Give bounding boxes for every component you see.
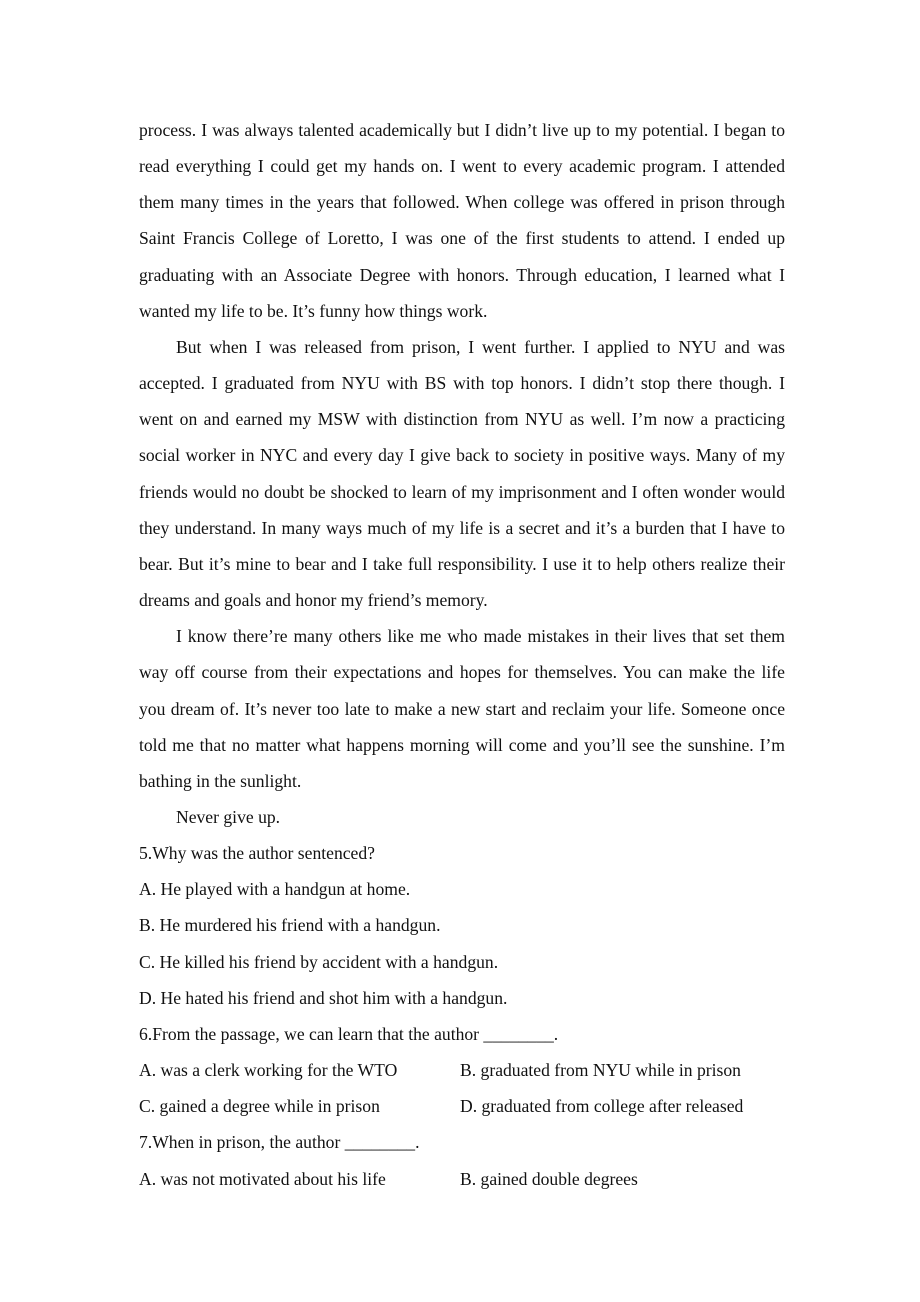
passage-paragraph-1: process. I was always talented academically but I didn’t live up to my potential. I began to read everything I could get my hands on. I went to every academic program. I attended them many times in the years that followed. When college was offered in prison through Saint Francis College of Loretto, I was one of the first students to attend. I ended up graduating with an Associate Degree with honors. Through education, I learned what I wanted my life to be. It’s funny how things work. bbox=[139, 120, 785, 321]
passage-paragraph-4: Never give up. bbox=[176, 806, 281, 827]
passage-paragraph-3: I know there’re many others like me who made mistakes in their lives that set them way off course from their expectations and hopes for themselves. You can make the life you dream of. It’s never too late to make a new start and reclaim your life. Someone once told me that no matter what happens morning will come and you’ll see the sunshine. I’m bathing in the sunlight. bbox=[139, 626, 785, 791]
question-5-stem: 5.Why was the author sentenced? bbox=[139, 843, 375, 864]
question-7-stem: 7.When in prison, the author ________. bbox=[139, 1132, 420, 1153]
question-7 bbox=[139, 1124, 785, 1196]
question-6-option-d: D. graduated from college after released bbox=[460, 1096, 744, 1117]
question-5-option-a: A. He played with a handgun at home. bbox=[139, 879, 411, 900]
question-6-options-row-1 bbox=[139, 1052, 785, 1088]
question-5-option-c: C. He killed his friend by accident with a handgun. bbox=[139, 951, 499, 972]
question-6-option-b: B. graduated from NYU while in prison bbox=[460, 1060, 741, 1081]
question-7-option-b: B. gained double degrees bbox=[460, 1168, 638, 1189]
passage-paragraph-2: But when I was released from prison, I went further. I applied to NYU and was accepted. I graduated from NYU with BS with top honors. I didn’t stop there though. I went on and earned my MSW with distinction from NYU as well. I’m now a practicing social worker in NYC and every day I give back to society in positive ways. Many of my friends would no doubt be shocked to learn of my imprisonment and I often wonder would they understand. In many ways much of my life is a secret and it’s a burden that I have to bear. But it’s mine to bear and I take full responsibility. I use it to help others realize their dreams and goals and honor my friend’s memory. bbox=[139, 336, 785, 611]
question-5-option-d: D. He hated his friend and shot him with a handgun. bbox=[139, 987, 508, 1008]
question-6-option-a: A. was a clerk working for the WTO bbox=[139, 1060, 398, 1081]
question-7-options-row-1 bbox=[139, 1161, 785, 1197]
question-5 bbox=[139, 835, 785, 1016]
question-6-stem: 6.From the passage, we can learn that the author ________. bbox=[139, 1023, 559, 1044]
question-6-option-c: C. gained a degree while in prison bbox=[139, 1096, 380, 1117]
question-7-option-a: A. was not motivated about his life bbox=[139, 1168, 386, 1189]
question-6 bbox=[139, 1016, 785, 1124]
question-6-options-row-2 bbox=[139, 1088, 785, 1124]
question-5-option-b: B. He murdered his friend with a handgun. bbox=[139, 915, 441, 936]
document-page bbox=[139, 112, 785, 1197]
